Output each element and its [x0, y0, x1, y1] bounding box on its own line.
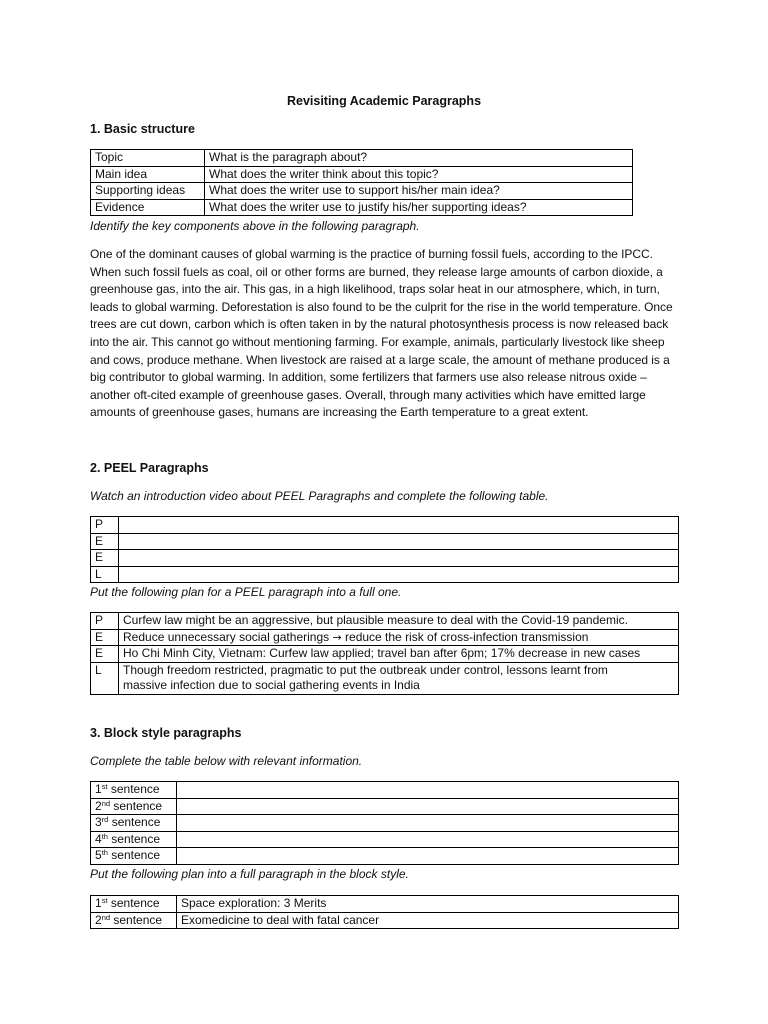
- table-row: [91, 517, 679, 534]
- peel-plan-cell: Ho Chi Minh City, Vietnam: Curfew law applied; travel ban after 6pm; 17% decrease in new cases: [119, 646, 679, 663]
- section-1-heading: 1. Basic structure: [90, 122, 195, 136]
- section-2-heading: 2. PEEL Paragraphs: [90, 461, 209, 475]
- sentence-answer-cell: [177, 798, 679, 815]
- term-cell: Topic: [91, 150, 205, 167]
- table-row: [91, 912, 679, 929]
- sentence-number: 4: [95, 831, 102, 846]
- term-cell: Evidence: [91, 199, 205, 216]
- sentence-plan-cell: Exomedicine to deal with fatal cancer: [177, 912, 679, 929]
- peel-letter-cell: L: [91, 662, 119, 694]
- ordinal-suffix: st: [101, 782, 108, 791]
- table-row: [91, 848, 679, 865]
- sentence-number: 1: [95, 782, 102, 796]
- ordinal-suffix: nd: [101, 912, 111, 922]
- basic-structure-table: [90, 149, 633, 216]
- term-cell: Main idea: [91, 166, 205, 183]
- ordinal-suffix: rd: [101, 815, 109, 824]
- table-row: [91, 199, 633, 216]
- plan-text: reduce the risk of cross-infection transmission: [341, 629, 589, 644]
- peel-plan-cell: [119, 629, 679, 646]
- sentence-number: 3: [95, 815, 102, 829]
- term-cell: Supporting ideas: [91, 183, 205, 200]
- table-row: [91, 798, 679, 815]
- peel-letter-cell: E: [91, 646, 119, 663]
- block-blank-table: [90, 781, 679, 865]
- peel-answer-cell: [119, 533, 679, 550]
- sentence-number: 2: [95, 798, 102, 813]
- block-plan-table: [90, 895, 679, 929]
- sentence-answer-cell: [177, 815, 679, 832]
- table-row: [91, 183, 633, 200]
- description-cell: What does the writer think about this topic?: [205, 166, 633, 183]
- sentence-label-cell: [91, 896, 177, 913]
- peel-answer-cell: [119, 550, 679, 567]
- peel-letter-cell: E: [91, 550, 119, 567]
- table-row: [91, 782, 679, 799]
- peel-letter-cell: P: [91, 613, 119, 630]
- section-3-instruction: Complete the table below with relevant information.: [90, 754, 363, 768]
- section-2-instruction-2: Put the following plan for a PEEL paragraph into a full one.: [90, 585, 402, 599]
- description-cell: What does the writer use to justify his/her supporting ideas?: [205, 199, 633, 216]
- sentence-word: sentence: [110, 798, 163, 813]
- sentence-label-cell: [91, 782, 177, 799]
- table-row: [91, 815, 679, 832]
- ordinal-suffix: nd: [101, 798, 111, 808]
- peel-plan-table: [90, 612, 679, 695]
- peel-plan-cell: Curfew law might be an aggressive, but plausible measure to deal with the Covid-19 pandemic.: [119, 613, 679, 630]
- sentence-number: 1: [95, 896, 102, 910]
- sentence-number: 2: [95, 912, 102, 927]
- description-cell: What is the paragraph about?: [205, 150, 633, 167]
- section-3-instruction-2: Put the following plan into a full paragraph in the block style.: [90, 867, 409, 881]
- table-row: [91, 831, 679, 848]
- peel-letter-cell: E: [91, 629, 119, 646]
- sentence-number: 5: [95, 848, 102, 862]
- sentence-label-cell: [91, 815, 177, 832]
- table-row: [91, 662, 679, 694]
- sentence-word: sentence: [107, 896, 160, 910]
- sentence-answer-cell: [177, 782, 679, 799]
- table-row: [91, 646, 679, 663]
- ordinal-suffix: th: [101, 848, 108, 857]
- description-cell: What does the writer use to support his/her main idea?: [205, 183, 633, 200]
- sentence-answer-cell: [177, 848, 679, 865]
- peel-plan-cell: Though freedom restricted, pragmatic to put the outbreak under control, lessons learnt from massive infection due to social gathering events in India: [119, 662, 679, 694]
- table-row: [91, 533, 679, 550]
- peel-answer-cell: [119, 566, 679, 583]
- sentence-word: sentence: [107, 831, 160, 846]
- plan-text: Reduce unnecessary social gatherings: [123, 629, 333, 644]
- sentence-answer-cell: [177, 831, 679, 848]
- sentence-word: sentence: [107, 782, 160, 796]
- section-3-heading: 3. Block style paragraphs: [90, 726, 242, 740]
- ordinal-suffix: st: [101, 896, 108, 905]
- peel-answer-cell: [119, 517, 679, 534]
- sentence-label-cell: [91, 831, 177, 848]
- table-row: [91, 613, 679, 630]
- sentence-word: sentence: [110, 912, 163, 927]
- right-arrow-icon: →: [332, 630, 342, 644]
- section-2-instruction: Watch an introduction video about PEEL Paragraphs and complete the following table.: [90, 489, 549, 503]
- page-title: Revisiting Academic Paragraphs: [286, 94, 482, 108]
- sentence-label-cell: [91, 912, 177, 929]
- peel-letter-cell: P: [91, 517, 119, 534]
- sentence-label-cell: [91, 798, 177, 815]
- peel-blank-table: [90, 516, 679, 583]
- sentence-label-cell: [91, 848, 177, 865]
- table-row: [91, 550, 679, 567]
- table-row: [91, 166, 633, 183]
- ordinal-suffix: th: [101, 831, 108, 841]
- global-warming-paragraph: One of the dominant causes of global warming is the practice of burning fossil fuels, according to the IPCC. When such fossil fuels as coal, oil or other forms are burned, they release large amounts of carbon dioxide, a greenhouse gas, into the air. This gas, in a high likelihood, traps solar heat in our atmosphere, which, in turn, leads to global warming. Deforestation is also found to be the culprit for the rise in the world temperature. Once trees are cut down, carbon which is often taken in by the natural photosynthesis process is now released back into the air. This cannot go without mentioning farming. For example, animals, particularly livestock like sheep and cows, produce methane. When livestock are raised at a large scale, the amount of methane produced is a big contributor to global warming. In addition, some fertilizers that farmers use also release nitrous oxide – another oft-cited example of greenhouse gases. Overall, through many activities which have emitted large amounts of greenhouse gases, humans are increasing the Earth temperature to a great extent.: [90, 247, 673, 420]
- sentence-plan-cell: Space exploration: 3 Merits: [177, 896, 679, 913]
- table-row: [91, 629, 679, 646]
- table-row: [91, 150, 633, 167]
- peel-letter-cell: E: [91, 533, 119, 550]
- table-row: [91, 566, 679, 583]
- sentence-word: sentence: [107, 848, 160, 862]
- table-row: [91, 896, 679, 913]
- peel-letter-cell: L: [91, 566, 119, 583]
- section-1-instruction: Identify the key components above in the following paragraph.: [90, 219, 420, 233]
- sentence-word: sentence: [108, 815, 161, 829]
